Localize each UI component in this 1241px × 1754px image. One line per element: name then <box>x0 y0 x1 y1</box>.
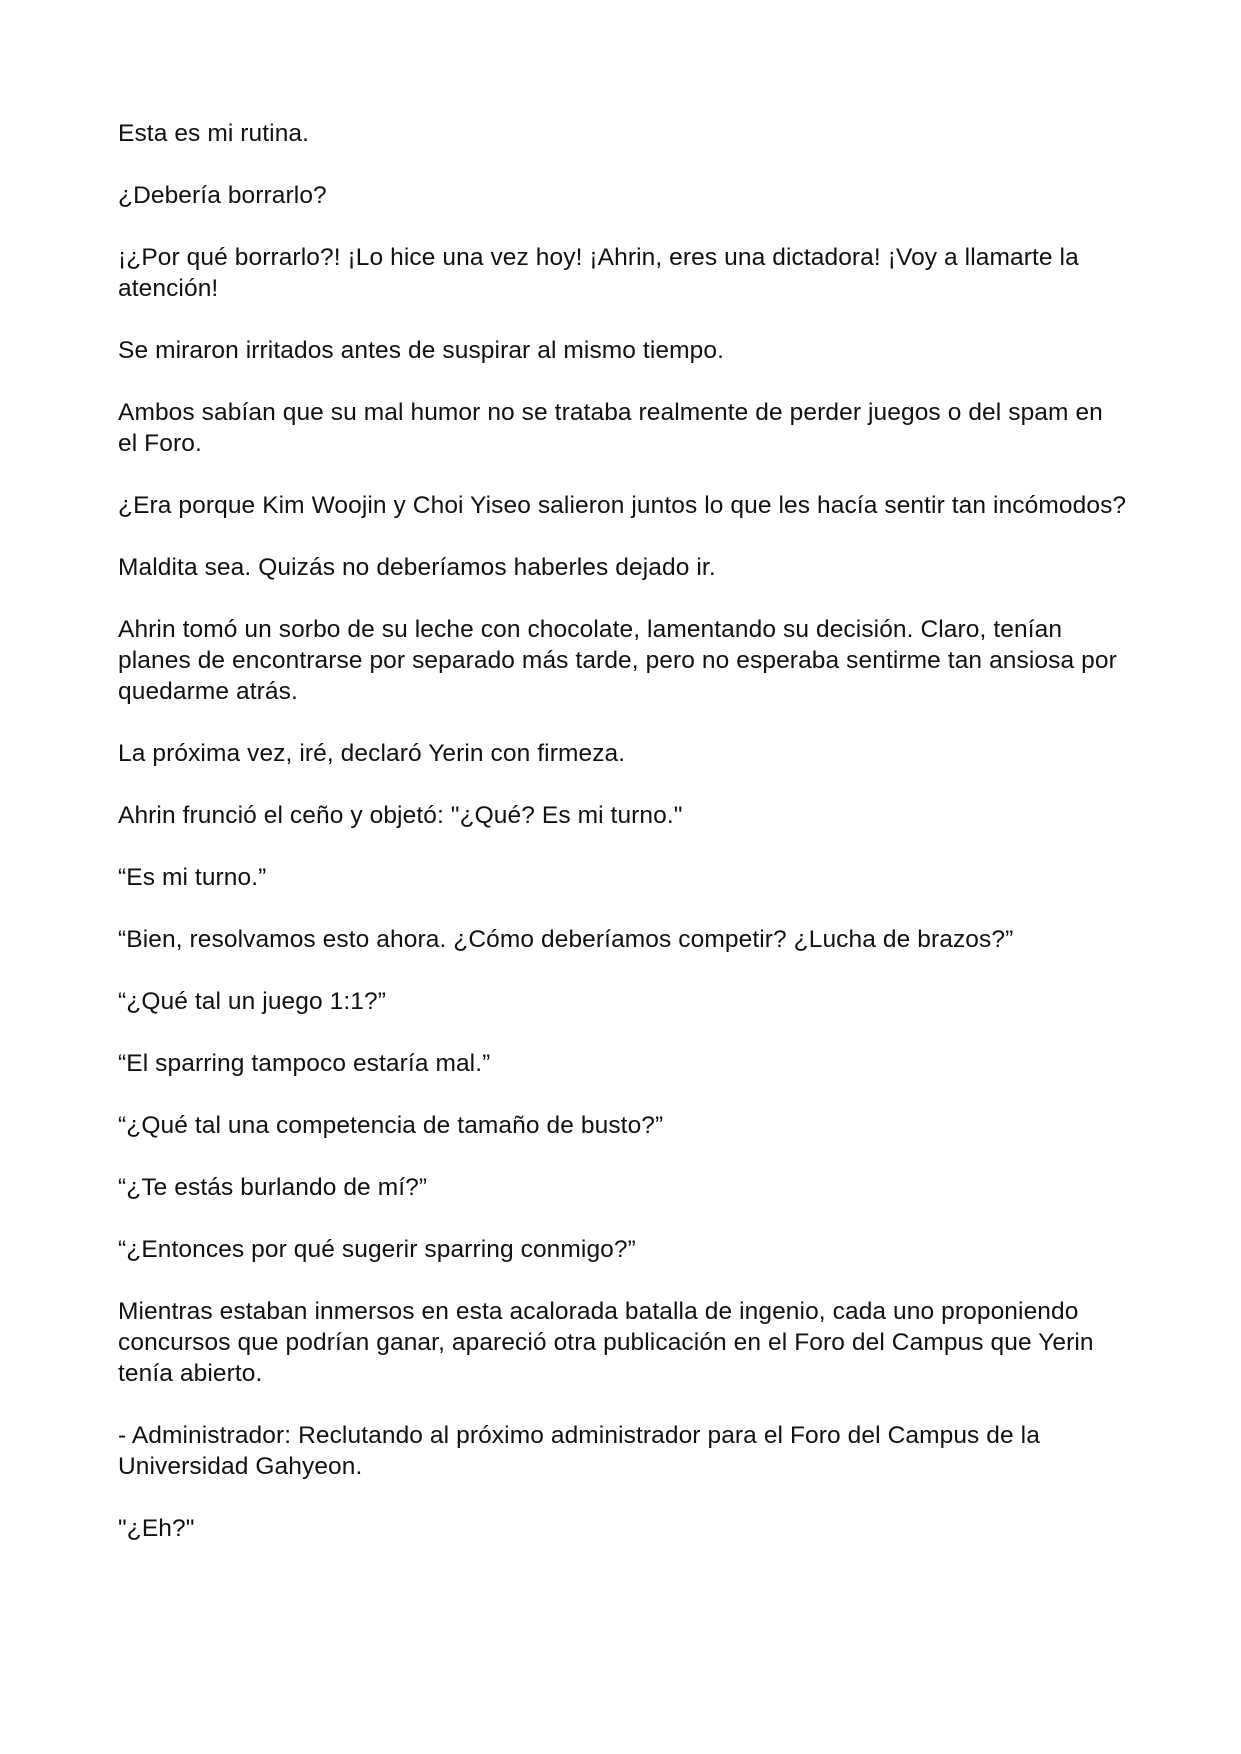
paragraph: ¿Era porque Kim Woojin y Choi Yiseo salieron juntos lo que les hacía sentir tan incómodos? <box>118 492 1127 519</box>
paragraph: “El sparring tampoco estaría mal.” <box>118 1050 491 1077</box>
paragraph: “¿Qué tal una competencia de tamaño de busto?” <box>118 1112 664 1139</box>
paragraph: "¿Eh?" <box>118 1515 195 1542</box>
paragraph: Se miraron irritados antes de suspirar al mismo tiempo. <box>118 337 724 364</box>
paragraph: Esta es mi rutina. <box>118 120 310 147</box>
paragraph: “Es mi turno.” <box>118 864 267 891</box>
paragraph: Maldita sea. Quizás no deberíamos haberles dejado ir. <box>118 554 716 581</box>
paragraph: “¿Qué tal un juego 1:1?” <box>118 988 386 1015</box>
paragraph: Ahrin tomó un sorbo de su leche con chocolate, lamentando su decisión. Claro, tenían planes de encontrarse por separado más tarde, pero no esperaba sentirme tan ansiosa por quedarme atrás. <box>118 616 1117 705</box>
paragraph: - Administrador: Reclutando al próximo administrador para el Foro del Campus de la Universidad Gahyeon. <box>118 1422 1040 1480</box>
document-body <box>118 118 1128 1575</box>
paragraph: La próxima vez, iré, declaró Yerin con firmeza. <box>118 740 626 767</box>
paragraph: Ambos sabían que su mal humor no se trataba realmente de perder juegos o del spam en el Foro. <box>118 399 1103 457</box>
paragraph: “¿Entonces por qué sugerir sparring conmigo?” <box>118 1236 636 1263</box>
paragraph: Ahrin frunció el ceño y objetó: "¿Qué? Es mi turno." <box>118 802 683 829</box>
paragraph: ¡¿Por qué borrarlo?! ¡Lo hice una vez hoy! ¡Ahrin, eres una dictadora! ¡Voy a llamarte la atención! <box>118 244 1079 302</box>
paragraph: “¿Te estás burlando de mí?” <box>118 1174 428 1201</box>
paragraph: ¿Debería borrarlo? <box>118 182 327 209</box>
paragraph: Mientras estaban inmersos en esta acalorada batalla de ingenio, cada uno proponiendo concursos que podrían ganar, apareció otra publicación en el Foro del Campus que Yerin tenía abierto. <box>118 1298 1094 1387</box>
paragraph: “Bien, resolvamos esto ahora. ¿Cómo deberíamos competir? ¿Lucha de brazos?” <box>118 926 1014 953</box>
